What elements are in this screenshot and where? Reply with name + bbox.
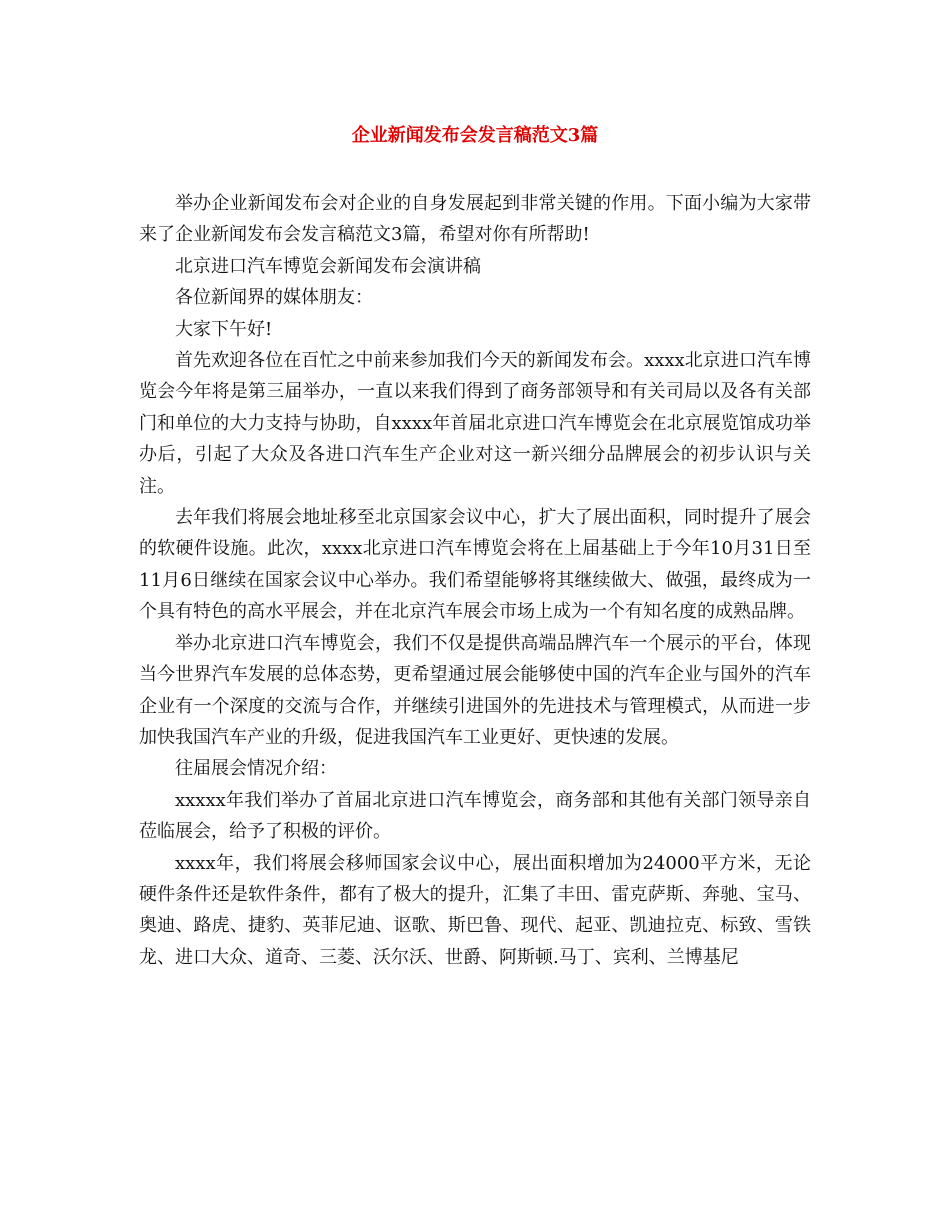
paragraph: 各位新闻界的媒体朋友： bbox=[175, 287, 373, 309]
paragraph: 大家下午好! bbox=[175, 318, 273, 340]
document-body bbox=[139, 188, 811, 973]
paragraph: 举办企业新闻发布会对企业的自身发展起到非常关键的作用。下面小编为大家带来了企业新闻发布会发言稿范文3篇，希望对你有所帮助! bbox=[139, 193, 811, 246]
paragraph: 举办北京进口汽车博览会，我们不仅是提供高端品牌汽车一个展示的平台，体现当今世界汽车发展的总体态势，更希望通过展会能够使中国的汽车企业与国外的汽车企业有一个深度的交流与合作，并继续引进国外的先进技术与管理模式，从而进一步加快我国汽车产业的升级，促进我国汽车工业更好、更快速的发展。 bbox=[139, 632, 811, 748]
paragraph: xxxxx年我们举办了首届北京进口汽车博览会，商务部和其他有关部门领导亲自莅临展会，给予了积极的评价。 bbox=[139, 789, 811, 843]
paragraph: 北京进口汽车博览会新闻发布会演讲稿 bbox=[175, 255, 481, 277]
paragraph: 往届展会情况介绍： bbox=[175, 758, 337, 780]
paragraph: 去年我们将展会地址移至北京国家会议中心，扩大了展出面积，同时提升了展会的软硬件设施。此次，xxxx北京进口汽车博览会将在上届基础上于今年10月31日至11月6日继续在国家会议中心举办。我们希望能够将其继续做大、做强，最终成为一个具有特色的高水平展会，并在北京汽车展会市场上成为一个有知名度的成熟品牌。 bbox=[139, 507, 811, 623]
document-title: 企业新闻发布会发言稿范文3篇 bbox=[351, 125, 599, 146]
paragraph: 首先欢迎各位在百忙之中前来参加我们今天的新闻发布会。xxxx北京进口汽车博览会今年将是第三届举办，一直以来我们得到了商务部领导和有关司局以及各有关部门和单位的大力支持与协助，自xxxx年首届北京进口汽车博览会在北京展览馆成功举办后，引起了大众及各进口汽车生产企业对这一新兴细分品牌展会的初步认识与关注。 bbox=[139, 350, 811, 497]
paragraph: xxxx年，我们将展会移师国家会议中心，展出面积增加为24000平方米，无论硬件条件还是软件条件，都有了极大的提升，汇集了丰田、雷克萨斯、奔驰、宝马、奥迪、路虎、捷豹、英菲尼迪、讴歌、斯巴鲁、现代、起亚、凯迪拉克、标致、雪铁龙、进口大众、道奇、三菱、沃尔沃、世爵、阿斯顿.马丁、宾利、兰博基尼 bbox=[139, 852, 811, 968]
